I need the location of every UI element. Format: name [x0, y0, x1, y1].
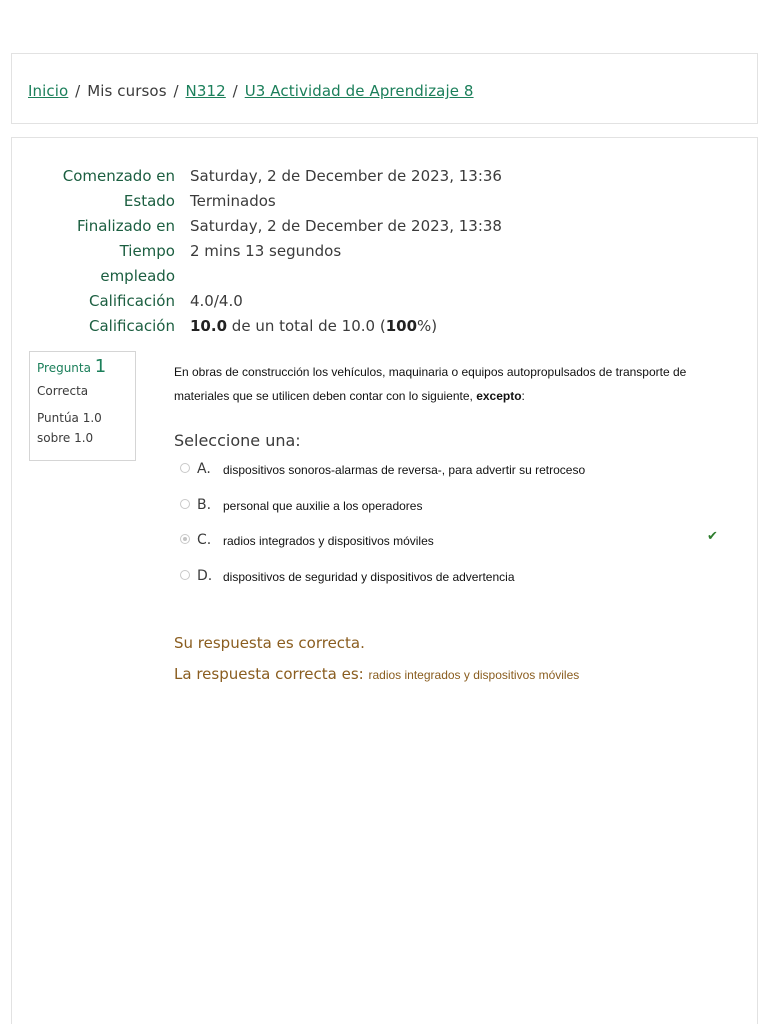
- option-text: dispositivos sonoros-alarmas de reversa-, para advertir su retroceso: [223, 463, 586, 477]
- marks-label: Calificación: [89, 292, 175, 310]
- option-letter: A.: [197, 461, 211, 477]
- question-text: [174, 360, 714, 408]
- question-text-main: En obras de construcción los vehículos, maquinaria o equipos autopropulsados de transporte de materiales que se utilicen deben contar con lo siguiente,: [174, 365, 687, 403]
- state-value: Terminados: [190, 192, 276, 210]
- question-text-emphasis: excepto: [476, 389, 522, 403]
- radio-button[interactable]: [180, 570, 190, 580]
- option-text: dispositivos de seguridad y dispositivos de advertencia: [223, 569, 515, 584]
- started-value: Saturday, 2 de December de 2023, 13:36: [190, 167, 502, 185]
- check-icon: ✔: [707, 529, 718, 544]
- breadcrumb-separator: /: [75, 82, 81, 100]
- started-label: Comenzado en: [62, 167, 175, 185]
- answer-option-a[interactable]: [180, 460, 740, 496]
- feedback-correct: Su respuesta es correcta.: [174, 634, 365, 652]
- summary-row-finished: [12, 214, 612, 239]
- breadcrumb-separator: /: [173, 82, 179, 100]
- answer-option-c[interactable]: [180, 531, 740, 567]
- question-number-value: 1: [94, 356, 107, 377]
- radio-button[interactable]: [180, 463, 190, 473]
- summary-row-marks: [12, 289, 612, 314]
- summary-row-started: [12, 164, 612, 189]
- marks-value: 4.0/4.0: [190, 292, 243, 310]
- breadcrumb-link-course[interactable]: N312: [185, 82, 226, 100]
- summary-row-state: [12, 189, 612, 214]
- quiz-review-panel: [11, 137, 758, 1024]
- answer-option-d[interactable]: [180, 567, 740, 603]
- answer-option-b[interactable]: [180, 496, 740, 532]
- grade-total-text: de un total de 10.0 (: [231, 317, 386, 335]
- grade-value: [190, 314, 437, 339]
- finished-label: Finalizado en: [76, 217, 175, 235]
- radio-button[interactable]: [180, 499, 190, 509]
- right-answer-label: La respuesta correcta es:: [174, 665, 364, 683]
- right-answer-feedback: [174, 665, 579, 683]
- select-one-prompt: Seleccione una:: [174, 431, 301, 450]
- option-letter: C.: [197, 532, 212, 548]
- breadcrumb-bar: [11, 53, 758, 124]
- option-text: radios integrados y dispositivos móviles: [223, 534, 434, 548]
- breadcrumb: [28, 82, 474, 100]
- summary-row-time: [12, 239, 612, 289]
- grade-label: Calificación: [89, 317, 175, 335]
- question-text-end: :: [521, 389, 525, 403]
- breadcrumb-separator: /: [232, 82, 238, 100]
- state-label: Estado: [123, 192, 175, 210]
- attempt-summary-table: [12, 164, 612, 339]
- grade-score: 10.0: [190, 317, 228, 335]
- grade-percent-suffix: %): [417, 317, 438, 335]
- breadcrumb-item-my-courses: Mis cursos: [87, 82, 167, 100]
- breadcrumb-link-activity[interactable]: U3 Actividad de Aprendizaje 8: [244, 82, 474, 100]
- question-number: [37, 358, 128, 377]
- breadcrumb-link-home[interactable]: Inicio: [28, 82, 69, 100]
- radio-button-selected[interactable]: [180, 534, 190, 544]
- option-letter: B.: [197, 496, 212, 513]
- grade-percent: 100: [385, 317, 418, 335]
- time-taken-value: 2 mins 13 segundos: [190, 242, 342, 260]
- question-label: Pregunta: [37, 361, 91, 375]
- right-answer-value: radios integrados y dispositivos móviles: [368, 668, 580, 682]
- option-text: personal que auxilie a los operadores: [223, 498, 423, 513]
- option-letter: D.: [197, 567, 213, 584]
- time-taken-label: Tiempo empleado: [100, 242, 175, 285]
- answer-options: [180, 460, 740, 602]
- finished-value: Saturday, 2 de December de 2023, 13:38: [190, 217, 502, 235]
- summary-row-grade: [12, 314, 612, 339]
- question-info-box: [29, 351, 136, 461]
- question-state: Correcta: [37, 384, 89, 398]
- question-grade: Puntúa 1.0 sobre 1.0: [37, 411, 102, 445]
